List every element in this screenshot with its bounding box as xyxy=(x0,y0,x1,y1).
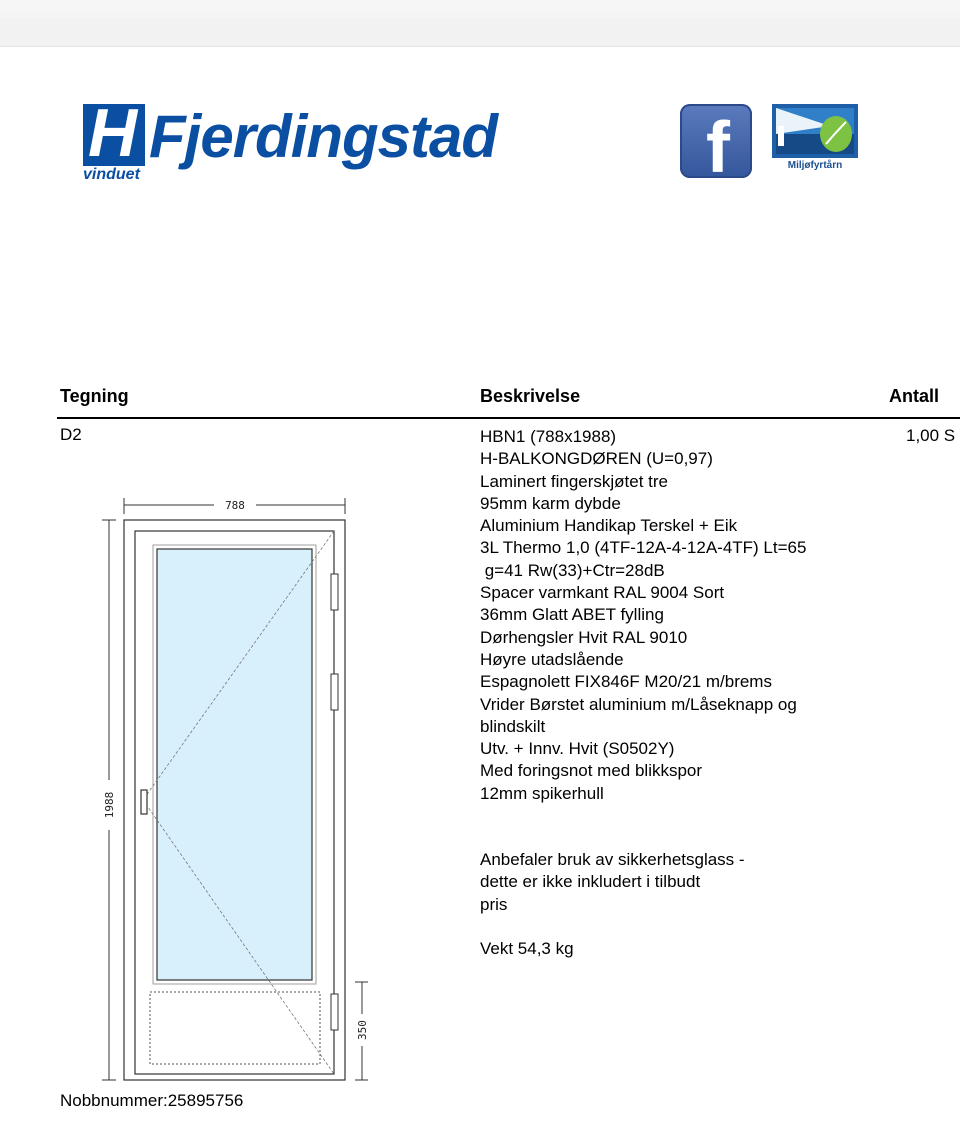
height-dim-label: 1988 xyxy=(103,791,116,819)
glass-pane xyxy=(157,549,312,980)
logo-h-box xyxy=(83,95,145,171)
facebook-f-glyph: f xyxy=(706,108,730,178)
desc-line: blindskilt xyxy=(480,716,546,736)
desc-line: HBN1 (788x1988) xyxy=(480,427,617,446)
desc-line: 12mm spikerhull xyxy=(480,783,604,803)
width-dim-label: 788 xyxy=(225,499,245,512)
hinge-bottom xyxy=(331,994,338,1030)
desc-line: Med foringsnot med blikkspor xyxy=(480,761,703,781)
desc-line: Utv. + Innv. Hvit (S0502Y) xyxy=(480,739,675,759)
desc-line: 36mm Glatt ABET fylling xyxy=(480,605,664,625)
miljofyrtarn-graphic xyxy=(770,104,860,160)
logo-subtitle: vinduet xyxy=(83,166,140,183)
position-id: D2 xyxy=(60,425,82,444)
lower-panel xyxy=(150,992,320,1064)
company-logo xyxy=(83,95,583,184)
panel-dim-label: 350 xyxy=(356,1020,369,1040)
desc-line: Dørhengsler Hvit RAL 9010 xyxy=(480,627,688,647)
company-name: Fjerdingstad xyxy=(149,103,498,170)
desc-line: Vrider Børstet aluminium m/Låseknapp og xyxy=(480,694,797,714)
hinge-top xyxy=(331,574,338,610)
desc-line: 3L Thermo 1,0 (4TF-12A-4-12A-4TF) Lt=65 xyxy=(480,538,807,558)
spacer xyxy=(480,805,940,849)
note-line: dette er ikke inkludert i tilbudt xyxy=(480,872,701,892)
description-block xyxy=(480,426,940,960)
desc-line: Spacer varmkant RAL 9004 Sort xyxy=(480,583,725,603)
hinge-middle xyxy=(331,674,338,710)
logo-h-letter: H xyxy=(88,95,138,171)
door-drawing xyxy=(100,490,380,1090)
header-rule xyxy=(57,417,960,419)
header-drawing: Tegning xyxy=(60,386,129,406)
nobb-number: Nobbnummer:25895756 xyxy=(60,1091,244,1110)
desc-line: H-BALKONGDØREN (U=0,97) xyxy=(480,449,713,469)
note-line: pris xyxy=(480,894,508,914)
spacer xyxy=(480,916,940,938)
facebook-icon[interactable] xyxy=(680,104,752,178)
header-quantity: Antall xyxy=(889,386,940,406)
quantity-value: 1,00 S xyxy=(906,426,956,445)
top-band xyxy=(0,0,960,47)
door-drawing-svg xyxy=(100,490,380,1090)
door-handle xyxy=(141,790,147,814)
desc-line: 95mm karm dybde xyxy=(480,493,621,513)
desc-line: g=41 Rw(33)+Ctr=28dB xyxy=(480,560,665,580)
weight-line: Vekt 54,3 kg xyxy=(480,938,574,958)
desc-line: Høyre utadslående xyxy=(480,649,624,669)
desc-line: Laminert fingerskjøtet tre xyxy=(480,471,669,491)
miljofyrtarn-icon[interactable] xyxy=(770,104,860,178)
top-band-inner xyxy=(0,18,960,46)
desc-line: Aluminium Handikap Terskel + Eik xyxy=(480,516,738,536)
miljofyrtarn-label: Miljøfyrtårn xyxy=(787,160,843,171)
header-description: Beskrivelse xyxy=(480,386,581,406)
desc-line: Espagnolett FIX846F M20/21 m/brems xyxy=(480,672,772,692)
note-line: Anbefaler bruk av sikkerhetsglass - xyxy=(480,850,745,870)
